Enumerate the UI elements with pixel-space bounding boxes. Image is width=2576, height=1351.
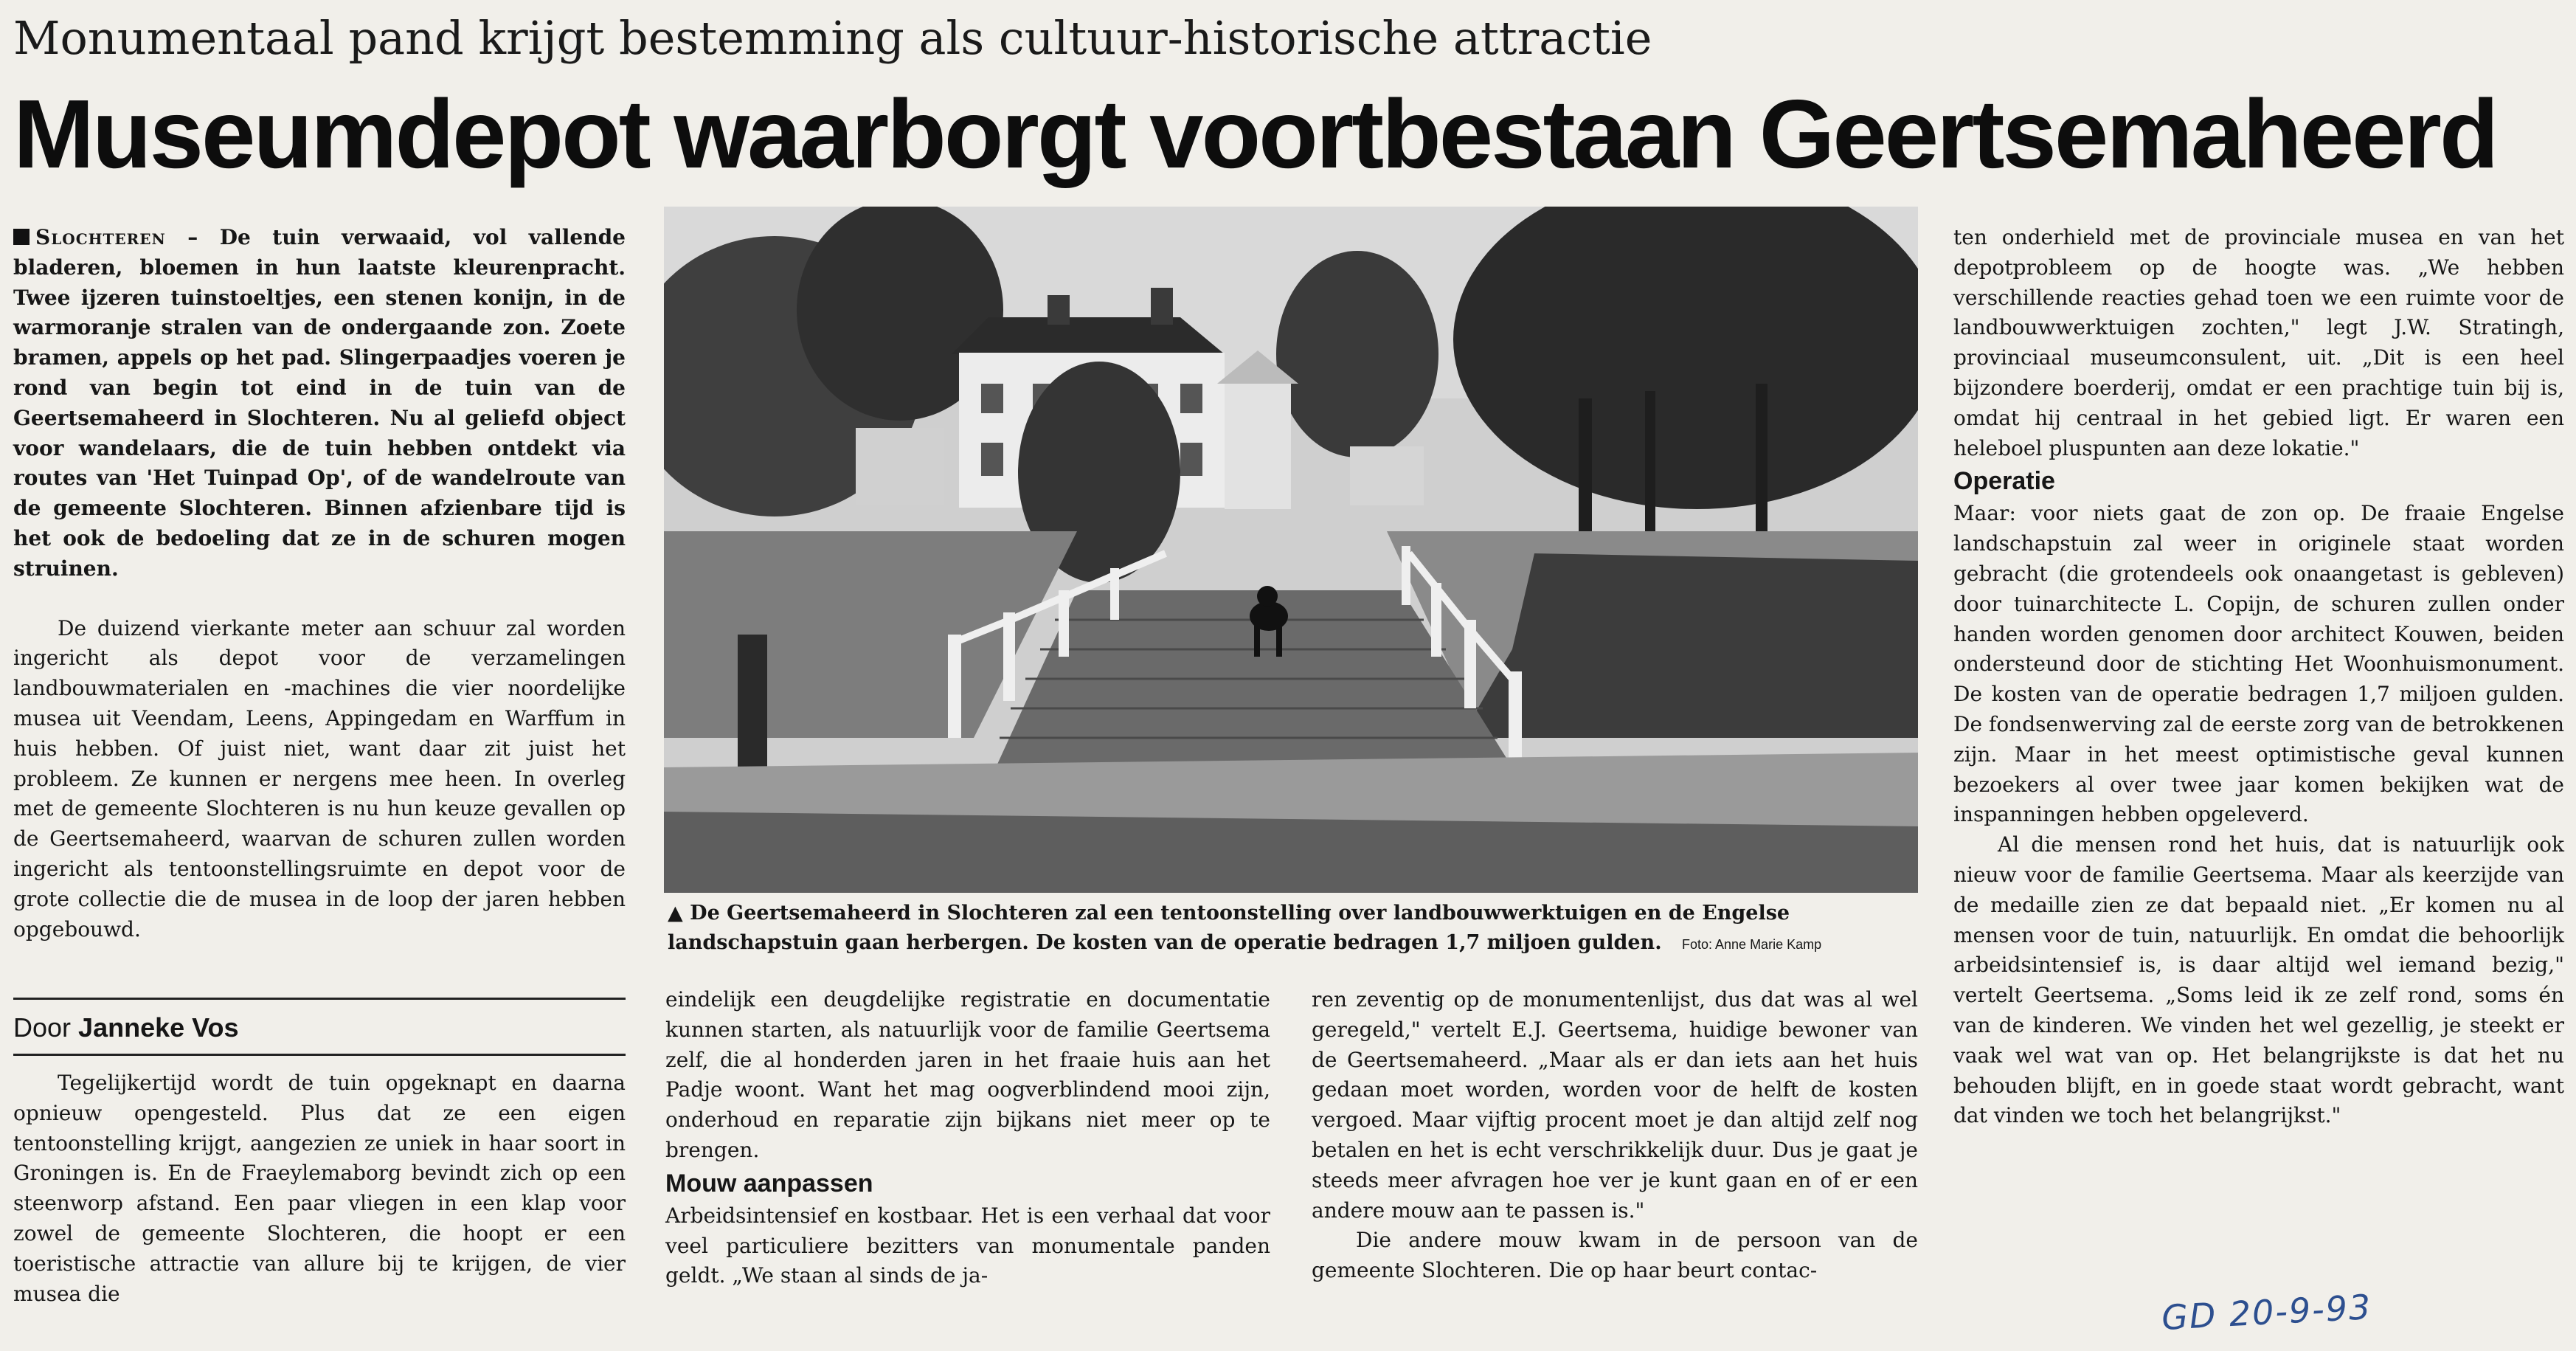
column-3 [1312, 985, 1918, 1339]
byline-author: Janneke Vos [78, 1012, 239, 1043]
lead-paragraph [13, 223, 626, 584]
column-4 [1953, 223, 2564, 1278]
col3-paragraph-1: ren zeventig op de monumentenlijst, dus dat was al wel geregeld," vertelt E.J. Geertsema, huidige bewoner van de Geertsemaheerd. „Maar als er dan iets aan het huis gedaan moet worden, worden voor de helft de kosten vergoed. Maar vijftig procent moet je dan altijd zelf nog betalen en het is echt verschrikkelijk duur. Dus je gaat je steeds meer afvragen hoe ver je kunt gaan en of er een andere mouw aan te passen is." [1312, 987, 1918, 1223]
caption-text: De Geertsemaheerd in Slochteren zal een tentoonstelling over landbouwwerktuigen en de Engelse landschapstuin gaan herbergen. De kosten van de operatie bedragen 1,7 miljoen gulden. [668, 902, 1790, 954]
overline-headline: Monumentaal pand krijgt bestemming als cultuur-historische attractie [13, 11, 1652, 65]
photo-credit: Foto: Anne Marie Kamp [1682, 937, 1822, 952]
col1b-paragraph: Tegelijkertijd wordt de tuin opgeknapt en daarna opnieuw opengesteld. Plus dat ze een eigen tentoonstelling krijgt, aangezien ze uniek in haar soort in Groningen is. En de Fraeylemaborg bevindt zich op een steenworp afstand. Een paar vliegen in een klap voor zowel de gemeente Slochteren, die hoopt er een toeristische attractie van allure bij te krijgen, de vier musea die [13, 1071, 626, 1306]
col4-after-paragraph-2: Al die mensen rond het huis, dat is natuurlijk ook nieuw voor de familie Geertsema. Maar als keerzijde van de medaille zien ze dat bepaald niet. „Er komen nu al mensen voor de tuin, natuurlijk. En omdat die behoorlijk arbeidsintensief is, is daar altijd wel iemand bezig," vertelt Geertsema. „Soms leid ik ze zelf rond, soms én van de kinderen. We vinden het wel gezellig, je steekt er vaak wel wat van op. Het belangrijkste is dat het nu behouden blijft, en in goede staat wordt gebracht, want dat vinden we toch het belangrijkst." [1953, 832, 2564, 1128]
byline-rule-bottom [13, 1054, 626, 1056]
house-photo [664, 207, 1918, 893]
lead-text: – De tuin verwaaid, vol vallende bladeren, bloemen in hun laatste kleurenpracht. Twee ijzeren tuinstoeltjes, een stenen konijn, in de warmoranje stralen van de ondergaande zon. Zoete bramen, appels op het pad. Slingerpaadjes voeren je rond van begin tot eind in de tuin van de Geertsemaheerd in Slochteren. Nu al geliefd object voor wandelaars, die de tuin hebben ontdekt via routes van 'Het Tuinpad Op', of de wandelroute van de gemeente Slochteren. Binnen afzienbare tijd is het ook de bedoeling dat ze in de schuren mogen struinen. [13, 225, 626, 581]
col3-paragraph-2: Die andere mouw kwam in de persoon van de gemeente Slochteren. Die op haar beurt contac- [1312, 1228, 1918, 1283]
caption-triangle-icon: ▲ [668, 902, 683, 925]
col2-paragraph: eindelijk een deugdelijke registratie en documentatie kunnen starten, als natuurlijk voor de familie Geertsema zelf, die al honderden jaren in het fraaie huis aan het Padje woont. Want het mag oogverblindend mooi zijn, onderhoud en reparatie zijn bijkans niet meer op te brengen. [665, 987, 1270, 1162]
column-1b [13, 1068, 626, 1341]
square-bullet-icon [13, 229, 30, 245]
column-1 [13, 223, 626, 998]
subheading-mouw-aanpassen: Mouw aanpassen [665, 1169, 873, 1198]
col4-paragraph: ten onderhield met de provinciale musea en van het depotprobleem op de hoogte was. „We hebben verschillende reacties gehad toen we een ruimte voor de landbouwwerktuigen zochten," legt J.W. Stratingh, provinciaal museumconsulent, uit. „Dit is een heel bijzondere boerderij, omdat er een prachtige tuin bij is, omdat hij centraal in het gebied ligt. Er waren een heleboel pluspunten aan deze lokatie." [1953, 225, 2564, 460]
col4-after-paragraph-1: Maar: voor niets gaat de zon op. De fraaie Engelse landschapstuin zal weer in originele staat worden gebracht (die grotendeels ook onaangetast is gebleven) door tuinarchitecte L. Copijn, de schuren zullen onder handen worden genomen door architect Kouwen, beiden ondersteund door de stichting Het Woonhuismonument. De kosten van de operatie bedragen 1,7 miljoen gulden. De fondsenwerving zal de eerste zorg van de betrokkenen zijn. Maar in het meest optimistische geval kunnen bezoekers al over twee jaar komen bekijken wat de inspanningen hebben opgeleverd. [1953, 501, 2564, 827]
byline-prefix: Door [13, 1012, 72, 1043]
byline [13, 1009, 626, 1048]
col2-after-paragraph: Arbeidsintensief en kostbaar. Het is een verhaal dat voor veel particuliere bezitters van monumentale panden geldt. „We staan al sinds de ja- [665, 1203, 1270, 1288]
column-2 [665, 985, 1270, 1339]
photo-caption [668, 899, 1918, 958]
byline-rule-top [13, 998, 626, 1000]
subheading-operatie: Operatie [1953, 467, 2055, 496]
house-photo-illustration [664, 207, 1918, 893]
main-headline: Museumdepot waarborgt voortbestaan Geertsemaheerd [13, 80, 2497, 188]
col1-paragraph: De duizend vierkante meter aan schuur zal worden ingericht als depot voor de verzamelingen landbouwmaterialen en -machines die vier noordelijke musea uit Veendam, Leens, Appingedam en Warffum in huis hebben. Of juist niet, want daar zit juist het probleem. Ze kunnen er nergens mee heen. In overleg met de gemeente Slochteren is nu hun keuze gevallen op de Geertsemaheerd, waarvan de schuren zullen worden ingericht als tentoonstellingsruimte en depot voor de grote collectie die de musea in de loop der jaren hebben opgebouwd. [13, 615, 626, 941]
dateline: Slochteren [35, 225, 166, 249]
handwritten-date-note: GD 20-9-93 [2160, 1287, 2373, 1338]
